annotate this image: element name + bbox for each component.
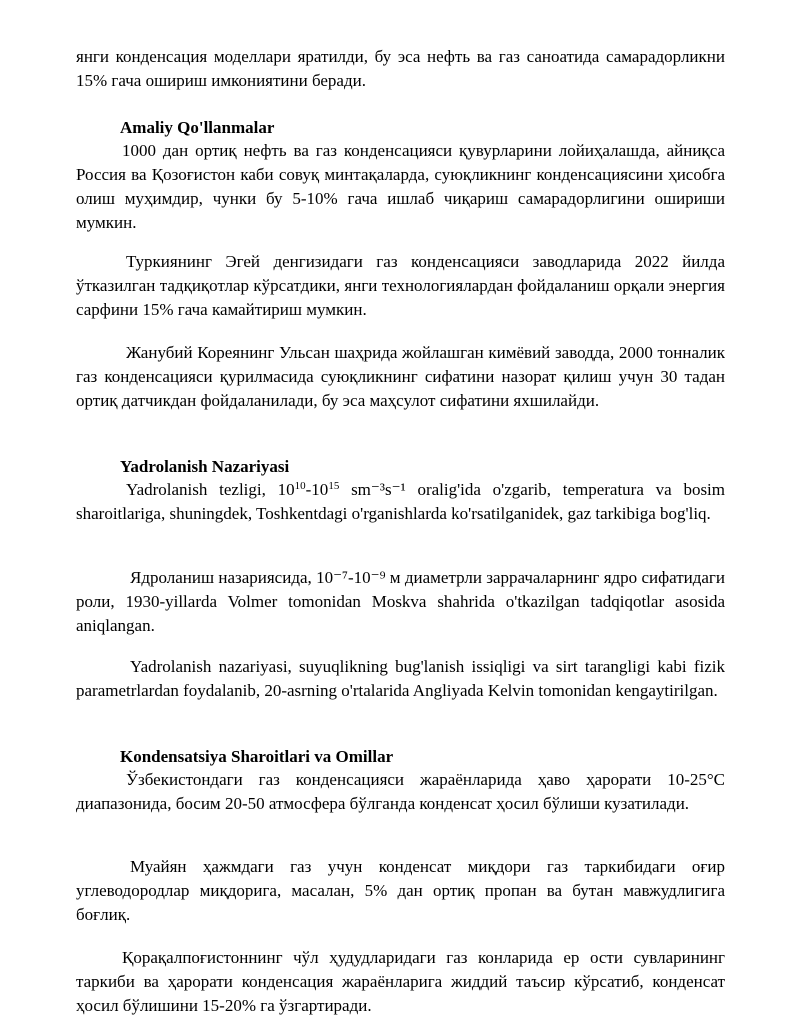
text-run: s	[384, 480, 392, 499]
text-run: -10	[305, 480, 329, 499]
superscript: 15	[328, 480, 340, 492]
text-run: sm	[339, 480, 371, 499]
paragraph-kelvin: Yadrolanish nazariyasi, suyuqlikning bug'lanish issiqligi va sirt tarangligi kabi fizik parametrlardan foydalanib, 20-asrning o'rtalarida Angliyada Kelvin tomonidan kengaytirilgan.	[76, 657, 725, 700]
paragraph-karakalpakstan: Қорақалпоғистоннинг чўл ҳудудларидаги газ конларида ер ости сувларининг таркиби ва ҳарорати конденсация жараёнларига жиддий таъсир кўрсатиб, конденсат ҳосил бўлишини 15-20% га ўзгартиради.	[76, 948, 725, 1015]
paragraph-nucleation-rate	[76, 478, 725, 526]
section-heading-yadrolanish: Yadrolanish Nazariyasi	[120, 457, 290, 476]
text-run: Yadrolanish tezligi, 10	[126, 480, 295, 499]
paragraph-korea: Жанубий Кореянинг Ульсан шаҳрида жойлашган кимёвий заводда, 2000 тонналик газ конденсацияси қурилмасида суюқликнинг сифатини назорат қилиш учун 30 тадан ортиқ датчикдан фойдаланилади, бу эса маҳсулот сифатини яхшилайди.	[76, 343, 725, 410]
section-heading-amaliy: Amaliy Qo'llanmalar	[120, 118, 275, 137]
section-heading-kondensatsiya: Kondensatsiya Sharoitlari va Omillar	[120, 747, 394, 766]
superscript: ⁻³	[370, 480, 385, 499]
paragraph-uzbekistan: Ўзбекистондаги газ конденсацияси жараёнларида ҳаво ҳарорати 10-25°C диапазонида, босим 20-50 атмосфера бўлганда конденсат ҳосил бўлиши кузатилади.	[76, 770, 725, 813]
paragraph-pipelines: 1000 дан ортиқ нефть ва газ конденсацияси қувурларини лойиҳалашда, айниқса Россия ва Қозоғистон каби совуқ минтақаларда, суюқликнинг конденсациясини ҳисобга олиш муҳимдир, чунки бу 5-10% гача ишлаб чиқариш самарадорлигини ошириши мумкин.	[76, 141, 725, 232]
intro-paragraph: янги конденсация моделлари яратилди, бу эса нефть ва газ саноатида самарадорликни 15% гача ошириш имкониятини беради.	[76, 47, 725, 90]
paragraph-turkey: Туркиянинг Эгей денгизидаги газ конденсацияси заводларида 2022 йилда ўтказилган тадқиқотлар кўрсатдики, янги технологиялардан фойдаланиш орқали энергия сарфини 15% гача камайтириш мумкин.	[76, 252, 725, 319]
superscript: ⁻¹	[391, 480, 406, 499]
superscript: 10	[294, 480, 306, 492]
text-run: oralig'ida o'zgarib, temperatura va bosim sharoitlariga, shuningdek, Toshkentdagi o'rganishlarda ko'rsatilganidek, gaz tarkibiga bog'liq.	[76, 480, 726, 523]
paragraph-volmer: Ядроланиш назариясида, 10⁻⁷-10⁻⁹ м диаметрли заррачаларнинг ядро сифатидаги роли, 1930-yillarda Volmer tomonidan Moskva shahrida o'tkazilgan tadqiqotlar asosida aniqlangan.	[76, 568, 725, 635]
paragraph-gas-volume: Муайян ҳажмдаги газ учун конденсат миқдори газ таркибидаги оғир углеводородлар миқдорига, масалан, 5% дан ортиқ пропан ва бутан мавжудлигига боғлиқ.	[76, 857, 725, 924]
